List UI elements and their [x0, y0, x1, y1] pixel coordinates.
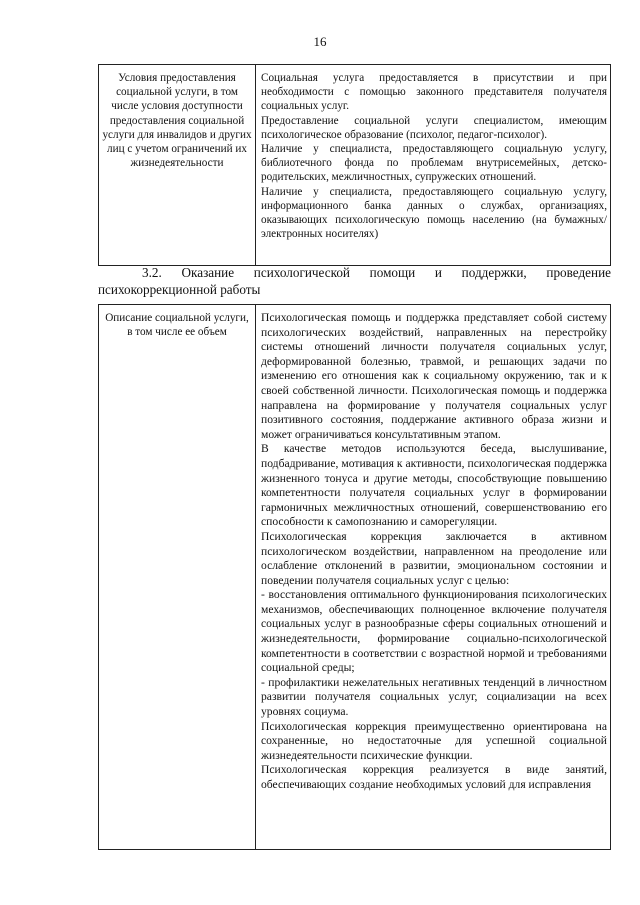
description-paragraph: Психологическая коррекция заключается в активном психологическом воздействии, направленном на преодоление или ослабление отклонений в развитии, эмоциональном состоянии и поведении получателя социальных услуг с целью: [261, 529, 607, 587]
page-number: 16 [313, 34, 327, 49]
conditions-paragraph: Социальная услуга предоставляется в присутствии и при необходимости с помощью законного представителя получателя социальных услуг. [261, 72, 607, 113]
conditions-label-cell: Условия предоставления социальной услуги, в том числе условия доступности предоставления социальной услуги для инвалидов и других лиц с учетом ограничений их жизнедеятельности [99, 65, 256, 266]
conditions-paragraph: Предоставление социальной услуги специалистом, имеющим психологическое образование (психолог, педагог-психолог). [261, 114, 607, 141]
conditions-paragraph: Наличие у специалиста, предоставляющего социальную услугу, библиотечного фонда по проблемам внутрисемейных, детско-родительских, межличностных, супружеских отношений. [261, 143, 607, 184]
conditions-content-cell [256, 65, 611, 266]
service-description-table [98, 304, 611, 850]
description-paragraph: Психологическая коррекция преимущественно ориентирована на сохраненные, но недостаточные для успешной социальной жизнедеятельности психические функции. [261, 719, 607, 762]
description-content-cell [256, 305, 611, 850]
description-paragraph: В качестве методов используются беседа, выслушивание, подбадривание, мотивация к активности, психологическая поддержка жизненного тонуса и другие методы, способствующие повышению компетентности получателя социальных услуг в формировании гармоничных межличностных отношений, совершенствованию его способности к самопознанию и саморегуляции. [261, 442, 607, 529]
section-heading-text: 3.2. Оказание психологической помощи и поддержки, проведение психокоррекционной работы [98, 265, 611, 297]
description-paragraph: Психологическая помощь и поддержка представляет собой систему психологических воздействий, направленных на перестройку системы отношений личности получателя социальных услуг, деформированной болезнью, травмой, и решающих задачи по изменению его отношения как к социальному окружению, так и к своей собственной личности. Психологическая помощь и поддержка направлена на формирование у получателя социальных услуг позитивного состояния, поддержание активного образа жизни и может ограничиваться консультативным этапом. [261, 311, 607, 441]
table-row [99, 65, 611, 266]
service-conditions-table [98, 64, 611, 266]
description-paragraph: Психологическая коррекция реализуется в виде занятий, обеспечивающих создание необходимых условий для исправления [261, 763, 607, 791]
conditions-paragraph: Наличие у специалиста, предоставляющего социальную услугу, информационного банка данных о службах, организациях, оказывающих психологическую помощь населению (на бумажных/электронных носителях) [261, 185, 607, 241]
section-heading [98, 265, 611, 298]
description-label-cell: Описание социальной услуги, в том числе ее объем [99, 305, 256, 850]
description-paragraph: - профилактики нежелательных негативных тенденций в личностном развитии получателя социальных услуг, социализации на всех уровнях социума. [261, 675, 607, 719]
table-row [99, 305, 611, 850]
description-paragraph: - восстановления оптимального функционирования психологических механизмов, обеспечивающих полноценное включение получателя социальных услуг в разнообразные сферы социальных отношений и жизнедеятельности, формирование социально-психологической компетентности в соответствии с возрастной нормой и требованиями социальной среды; [261, 588, 607, 675]
